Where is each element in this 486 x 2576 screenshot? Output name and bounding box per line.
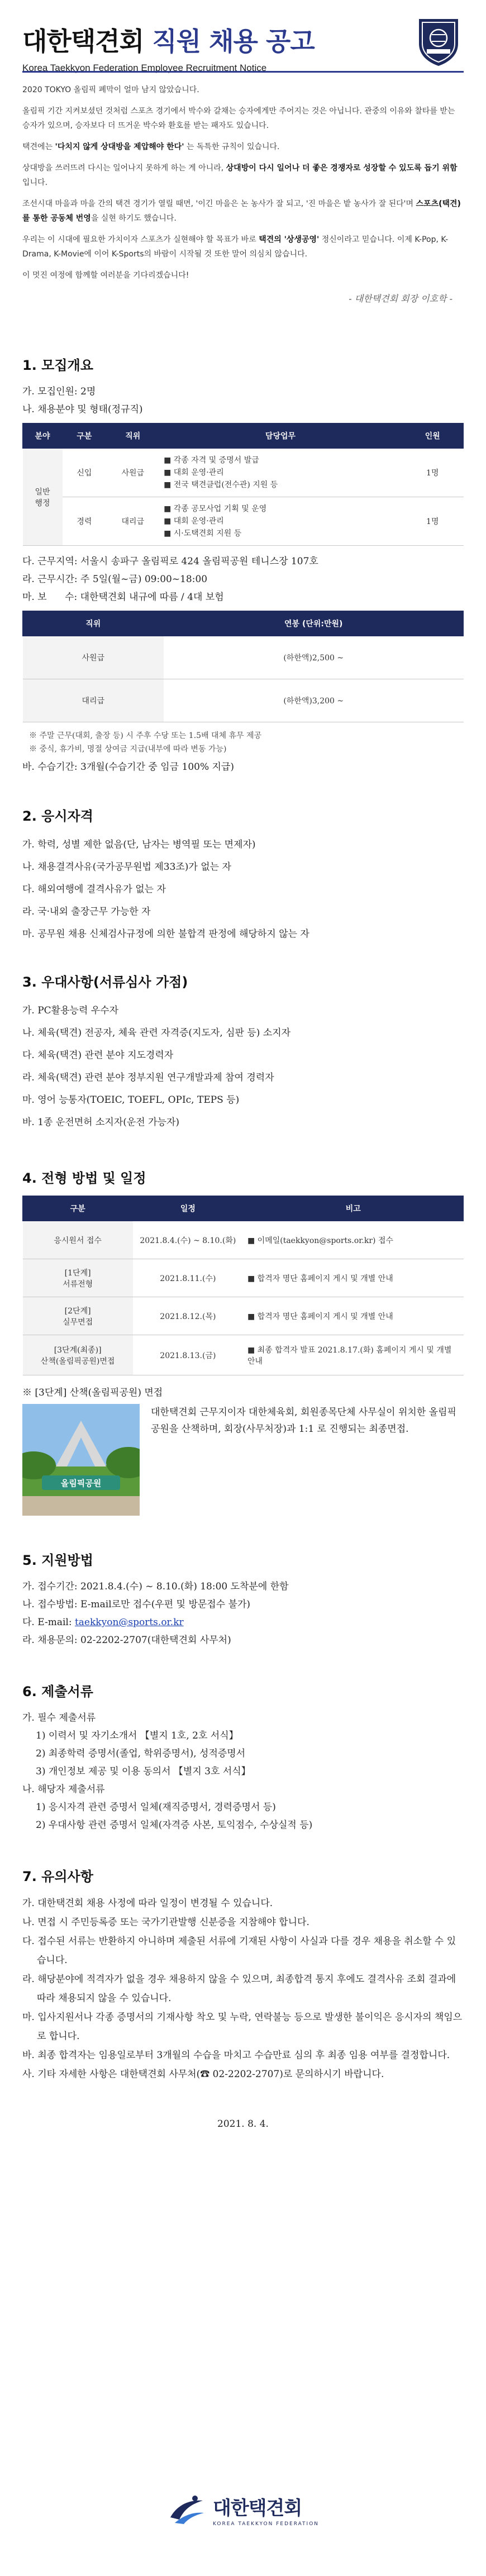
list-item: 라. 체육(택견) 관련 분야 정부지원 연구개발과제 참여 경력자 <box>22 1072 274 1083</box>
note-cell: ■ 합격자 명단 홈페이지 게시 및 개별 안내 <box>243 1297 464 1335</box>
intro-paragraph: 이 멋진 여정에 함께할 여러분을 기다리겠습니다! <box>22 271 189 280</box>
table-header: 구분 <box>23 1196 133 1221</box>
table-header: 연봉 (단위:만원) <box>164 611 464 636</box>
list-item: 라. 해당분야에 적격자가 없을 경우 채용하지 않을 수 있으며, 최종합격 통지 후에도 결격사유 조회 결과에 따라 채용되지 않을 수 있습니다. <box>22 1974 456 2004</box>
section-documents <box>0 1680 486 1834</box>
pay-cell: (하한액)2,500 ~ <box>164 636 464 679</box>
page-title <box>22 21 464 58</box>
table-header: 비고 <box>243 1196 464 1221</box>
overview-pay: 마. 보 수: 대한택견회 내규에 따름 / 4대 보험 <box>22 592 224 603</box>
section-title: 1. 모집개요 <box>22 358 93 373</box>
park-image-icon <box>22 1404 140 1516</box>
table-header: 분야 <box>23 423 63 449</box>
rank-cell: 대리급 <box>106 497 159 546</box>
rank-cell: 대리급 <box>23 679 164 722</box>
stage-cell: 응시원서 접수 <box>23 1221 133 1259</box>
table-row <box>23 449 464 497</box>
list-item: 가. 학력, 성별 제한 없음(단, 남자는 병역필 또는 면제자) <box>22 839 256 850</box>
header <box>0 0 486 73</box>
list-item: 나. 채용결격사유(국가공무원법 제33조)가 없는 자 <box>22 861 231 873</box>
rank-cell: 사원급 <box>106 449 159 497</box>
section-overview <box>0 354 486 776</box>
note-cell: ■ 합격자 명단 홈페이지 게시 및 개별 안내 <box>243 1259 464 1297</box>
section-title: 6. 제출서류 <box>22 1684 93 1699</box>
logo-english: KOREA TAEKKYON FEDERATION <box>212 2521 320 2527</box>
list-item: 바. 1종 운전면허 소지자(운전 가능자) <box>22 1117 180 1128</box>
stage-cell: [1단계] 서류전형 <box>23 1259 133 1297</box>
overview-location: 다. 근무지역: 서울시 송파구 올림픽로 424 올림픽공원 테니스장 107호 <box>22 556 318 567</box>
table-header: 구분 <box>63 423 107 449</box>
list-item: 1) 응시자격 관련 증명서 일체(재직증명서, 경력증명서 등) <box>36 1802 276 1813</box>
application-method: 나. 접수방법: E-mail로만 접수(우편 및 방문접수 불가) <box>22 1599 251 1610</box>
list-item: 다. 접수된 서류는 반환하지 아니하며 제출된 서류에 기재된 사항이 사실과 다를 경우 채용을 취소할 수 있습니다. <box>22 1936 456 1966</box>
duty-item: ■ 대회 운영·관리 <box>164 517 224 526</box>
intro-paragraph: 2020 TOKYO 올림픽 폐막이 얼마 남지 않았습니다. <box>22 85 199 94</box>
stage-cell: [3단계(최종)] 산책(올림픽공원)면접 <box>23 1335 133 1375</box>
kind-cell: 신입 <box>63 449 107 497</box>
list-item: 2) 우대사항 관련 증명서 일체(자격증 사본, 토익점수, 수상실적 등) <box>36 1820 313 1831</box>
table-header: 직위 <box>23 611 164 636</box>
section-preferences <box>0 971 486 1134</box>
salary-table-header <box>23 611 464 636</box>
intro-paragraph: 우리는 이 시대에 필요한 가치이자 스포츠가 실현해야 할 목표가 바로 택견의 '상생공영' 정신이라고 믿습니다. 이제 K-Pop, K-Drama, K-Movie에 이어 K-Sports의 바람이 시작될 것 또한 말어 의심치 않습니다. <box>22 235 449 259</box>
section-schedule <box>0 1167 486 1516</box>
intro-paragraph: 택견에는 '다치지 않게 상대방을 제압해야 한다' 는 독특한 규칙이 있습니다. <box>22 142 280 151</box>
note-cell: ■ 최종 합격자 발표 2021.8.17.(화) 홈페이지 게시 및 개별 안내 <box>243 1335 464 1375</box>
kind-cell: 경력 <box>63 497 107 546</box>
intro-paragraph: 상대방을 쓰러뜨려 다시는 일어나지 못하게 하는 게 아니라, 상대방이 다시 일어나 더 좋은 경쟁자로 성장할 수 있도록 돕기 위함입니다. <box>22 164 458 187</box>
schedule-table-header <box>23 1196 464 1221</box>
table-header: 일정 <box>133 1196 243 1221</box>
note-cell: ■ 이메일(taekkyon@sports.or.kr) 접수 <box>243 1221 464 1259</box>
signature: - 대한택견회 회장 이호학 - <box>349 293 452 304</box>
intro-paragraph: 올림픽 기간 지켜보셨던 것처럼 스포츠 경기에서 박수와 갈채는 승자에게만 주어지는 것은 아닙니다. 관중의 이유와 찰타를 받는 승자가 있으며, 승자보다 더 뜨거운 박수와 환호를 받는 패자도 있습니다. <box>22 107 455 130</box>
duty-item: ■ 전국 택견클럽(전수관) 지원 등 <box>164 480 278 489</box>
pay-note: ※ 주말 근무(대회, 출장 등) 시 주후 수당 또는 1.5배 대체 휴무 제공 <box>29 731 262 740</box>
overview-headcount: 가. 모집인원: 2명 <box>22 386 96 397</box>
olympic-park-photo <box>22 1404 140 1516</box>
job-table <box>22 423 464 546</box>
field-cell: 일반 행정 <box>23 449 63 546</box>
salary-table <box>22 611 464 722</box>
header-divider <box>22 71 464 73</box>
table-row <box>23 497 464 546</box>
table-header: 직위 <box>106 423 159 449</box>
list-item: 다. 해외여행에 결격사유가 없는 자 <box>22 884 166 895</box>
photo-sign-text: 올림픽공원 <box>60 1478 102 1488</box>
application-period: 가. 접수기간: 2021.8.4.(수) ~ 8.10.(화) 18:00 도착분에 한함 <box>22 1581 289 1592</box>
section-title: 7. 유의사항 <box>22 1869 93 1884</box>
list-item: 1) 이력서 및 자기소개서 【별지 1호, 2호 서식】 <box>36 1730 239 1741</box>
duties-cell <box>159 497 402 546</box>
walk-interview-title: ※ [3단계] 산책(올림픽공원) 면접 <box>22 1387 163 1398</box>
federation-emblem-icon <box>414 16 463 67</box>
count-cell: 1명 <box>402 449 463 497</box>
job-table-header <box>23 423 464 449</box>
overview-probation: 바. 수습기간: 3개월(수습기간 중 임금 100% 지급) <box>22 761 234 773</box>
stage-cell: [2단계] 실무면접 <box>23 1297 133 1335</box>
intro-paragraph: 조선시대 마을과 마을 간의 택견 경기가 열릴 때면, '이긴 마을은 논 농사가 잘 되고, '진 마을은 밭 농사가 잘 된다'며 스포츠(택견)를 통한 공동체 번영을 실현 하기도 했습니다. <box>22 199 461 223</box>
count-cell: 1명 <box>402 497 463 546</box>
list-item: 마. 입사지원서나 각종 증명서의 기재사항 착오 및 누락, 연락불능 등으로 발생한 불이익은 응시자의 책임으로 합니다. <box>22 2012 463 2042</box>
table-row <box>23 636 464 679</box>
list-item: 바. 최종 합격자는 임용일로부터 3개월의 수습을 마치고 수습만료 심의 후 최종 임용 여부를 결정합니다. <box>22 2050 450 2061</box>
walk-interview-text: 대한택견회 근무지이자 대한체육회, 회원종목단체 사무실이 위치한 올림픽공원을 산책하며, 회장(사무처장)과 1:1 로 진행되는 최종면접. <box>151 1407 456 1435</box>
duties-cell <box>159 449 402 497</box>
notice-date: 2021. 8. 4. <box>217 2118 269 2130</box>
list-item: 나. 면접 시 주민등록증 또는 국가기관발행 신분증을 지참해야 합니다. <box>22 1917 309 1928</box>
list-item: 라. 국·내외 출장근무 가능한 자 <box>22 906 151 917</box>
duty-item: ■ 시·도택견회 지원 등 <box>164 529 242 538</box>
page-subtitle: Korea Taekkyon Federation Employee Recruitment Notice <box>22 63 267 73</box>
date-cell: 2021.8.4.(수) ~ 8.10.(화) <box>133 1221 243 1259</box>
table-header: 담당업무 <box>159 423 402 449</box>
duty-item: ■ 각종 자격 및 증명서 발급 <box>164 456 259 465</box>
table-row <box>23 1335 464 1375</box>
overview-hours: 라. 근무시간: 주 5일(월~금) 09:00~18:00 <box>22 574 208 585</box>
date-cell: 2021.8.12.(목) <box>133 1297 243 1335</box>
footer-logo <box>0 2493 486 2527</box>
section-notes <box>0 1865 486 2084</box>
application-email: 다. E-mail: taekkyon@sports.or.kr <box>22 1617 184 1628</box>
pay-note: ※ 중식, 휴가비, 명절 상여금 지급(내부에 따라 변동 가능) <box>29 745 227 754</box>
list-item: 사. 기타 자세한 사항은 대한택견회 사무처(☎ 02-2202-2707)로 문의하시기 바랍니다. <box>22 2069 384 2080</box>
list-item: 2) 최종학력 증명서(졸업, 학위증명서), 성적증명서 <box>36 1748 246 1759</box>
section-title: 5. 지원방법 <box>22 1553 93 1568</box>
schedule-table <box>22 1196 464 1375</box>
list-item: 다. 체육(택견) 관련 분야 지도경력자 <box>22 1050 174 1061</box>
federation-logo-icon <box>167 2495 206 2525</box>
date-cell: 2021.8.11.(수) <box>133 1259 243 1297</box>
intro-letter <box>0 73 486 306</box>
list-item: 마. 공무원 채용 신체검사규정에 의한 불합격 판정에 해당하지 않는 자 <box>22 928 309 940</box>
list-item: 나. 체육(택견) 전공자, 체육 관련 자격증(지도자, 심판 등) 소지자 <box>22 1027 291 1039</box>
required-docs-heading: 가. 필수 제출서류 <box>22 1712 96 1723</box>
section-application <box>0 1549 486 1649</box>
logo-korean: 대한택견회 <box>212 2497 302 2520</box>
duty-item: ■ 대회 운영·관리 <box>164 468 224 477</box>
list-item: 3) 개인정보 제공 및 이용 동의서 【별지 3호 서식】 <box>36 1766 251 1777</box>
table-row <box>23 1259 464 1297</box>
table-row <box>23 679 464 722</box>
section-title: 2. 응시자격 <box>22 808 93 824</box>
section-eligibility <box>0 805 486 945</box>
section-title: 4. 전형 방법 및 일정 <box>22 1170 146 1186</box>
rank-cell: 사원급 <box>23 636 164 679</box>
list-item: 가. PC활용능력 우수자 <box>22 1005 119 1016</box>
date-cell: 2021.8.13.(금) <box>133 1335 243 1375</box>
walk-interview-box <box>22 1404 464 1516</box>
table-header: 인원 <box>402 423 463 449</box>
list-item: 가. 대한택견회 채용 사정에 따라 일정이 변경될 수 있습니다. <box>22 1898 273 1909</box>
table-row <box>23 1221 464 1259</box>
section-title: 3. 우대사항(서류심사 가점) <box>22 974 188 990</box>
pay-cell: (하한액)3,200 ~ <box>164 679 464 722</box>
list-item: 마. 영어 능통자(TOEIC, TOEFL, OPIc, TEPS 등) <box>22 1094 240 1106</box>
conditional-docs-heading: 나. 해당자 제출서류 <box>22 1784 105 1795</box>
duty-item: ■ 각종 공모사업 기획 및 운영 <box>164 504 267 513</box>
application-contact: 라. 채용문의: 02-2202-2707(대한택견회 사무처) <box>22 1635 231 1646</box>
title-notice: 직원 채용 공고 <box>152 26 315 56</box>
email-link[interactable]: taekkyon@sports.or.kr <box>74 1617 184 1628</box>
table-row <box>23 1297 464 1335</box>
overview-field: 나. 채용분야 및 형태(정규직) <box>22 404 143 415</box>
title-org: 대한택견회 <box>22 26 144 56</box>
